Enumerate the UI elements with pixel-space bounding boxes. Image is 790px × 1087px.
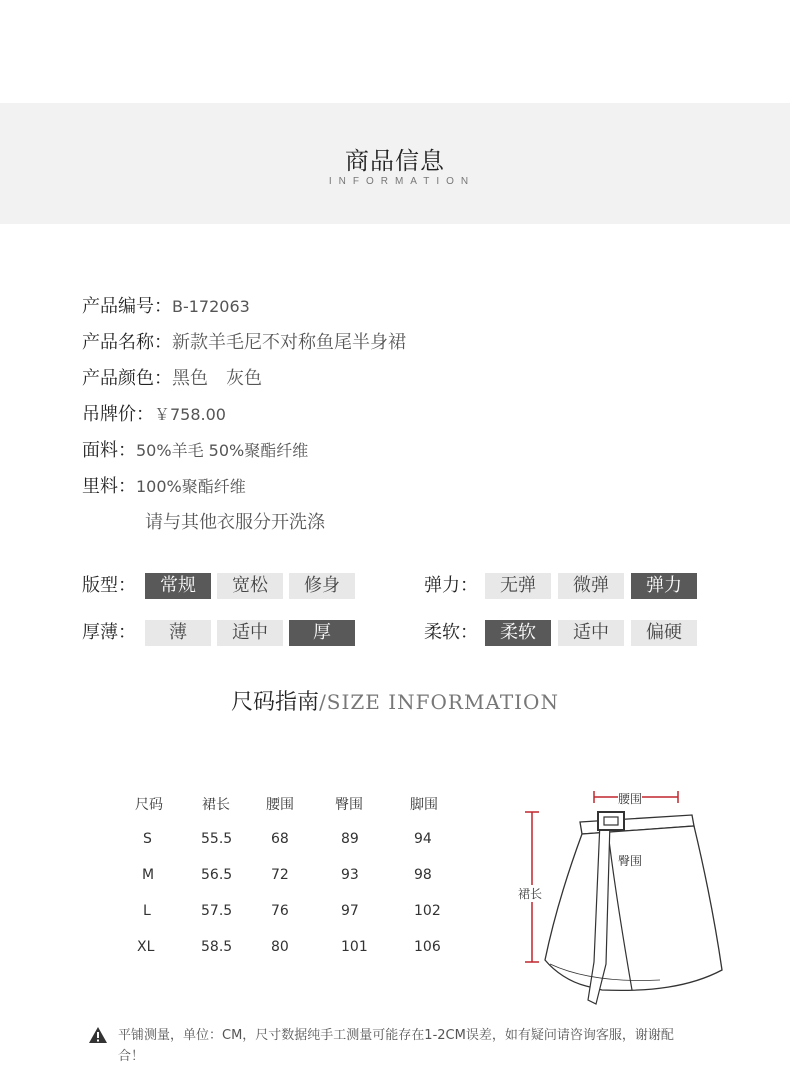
size-guide-title-en: /SIZE INFORMATION (319, 690, 559, 714)
softness-option-medium: 适中 (558, 620, 624, 646)
softness-option-stiff: 偏硬 (631, 620, 697, 646)
product-name-value: 新款羊毛尼不对称鱼尾半身裙 (172, 332, 406, 353)
section-subtitle: INFORMATION (328, 176, 476, 187)
size-cell: 102 (414, 903, 441, 919)
stretch-label: 弹力： (424, 575, 478, 596)
product-color-label: 产品颜色： (82, 368, 172, 389)
size-guide-title (0, 685, 790, 716)
size-cell: 56.5 (201, 867, 233, 883)
skirt-diagram (510, 782, 740, 1022)
size-cell: 58.5 (201, 939, 233, 955)
lining-label: 里料： (82, 476, 136, 497)
thickness-option-thick: 厚 (289, 620, 355, 646)
size-cell: 97 (341, 903, 359, 919)
product-info (82, 294, 406, 546)
size-cell: 80 (271, 939, 289, 955)
size-table-header: 尺码 (135, 797, 163, 813)
info-banner (0, 103, 790, 224)
length-label: 裙长 (518, 887, 543, 901)
price-value: ￥758.00 (154, 405, 226, 424)
softness-option-soft: 柔软 (485, 620, 551, 646)
wash-note-row (82, 510, 406, 546)
fit-option-loose: 宽松 (217, 573, 283, 599)
product-color-row (82, 366, 406, 402)
size-cell: XL (137, 939, 155, 955)
size-cell: 94 (414, 831, 432, 847)
size-cell: 57.5 (201, 903, 233, 919)
fabric-label: 面料： (82, 440, 136, 461)
size-cell: 101 (341, 939, 368, 955)
size-table-header: 腰围 (266, 797, 294, 813)
fabric-row (82, 438, 406, 474)
size-cell: S (143, 831, 152, 847)
size-cell: 98 (414, 867, 432, 883)
wash-note: 请与其他衣服分开洗涤 (145, 512, 325, 533)
size-cell: 72 (271, 867, 289, 883)
size-cell: 76 (271, 903, 289, 919)
size-guide-title-cn: 尺码指南 (231, 690, 320, 715)
fit-option-slim: 修身 (289, 573, 355, 599)
size-table-header: 臀围 (335, 797, 363, 813)
product-name-row (82, 330, 406, 366)
stretch-option-stretchy: 弹力 (631, 573, 697, 599)
size-cell: L (143, 903, 151, 919)
stretch-option-none: 无弹 (485, 573, 551, 599)
price-row (82, 402, 406, 438)
thickness-label: 厚薄： (82, 622, 136, 643)
hip-label: 臀围 (618, 854, 643, 868)
lining-value: 100%聚酯纤维 (136, 477, 246, 496)
fabric-value: 50%羊毛 50%聚酯纤维 (136, 441, 309, 460)
product-code-value: B-172063 (172, 297, 250, 316)
product-color-value: 黑色 灰色 (172, 368, 262, 389)
size-cell: 68 (271, 831, 289, 847)
stretch-option-slight: 微弹 (558, 573, 624, 599)
size-table-header: 脚围 (410, 797, 438, 813)
size-cell: 55.5 (201, 831, 233, 847)
product-code-label: 产品编号： (82, 296, 172, 317)
softness-label: 柔软： (424, 622, 478, 643)
fit-option-regular: 常规 (145, 573, 211, 599)
section-title: 商品信息 (345, 147, 445, 175)
size-table-header: 裙长 (202, 797, 230, 813)
lining-row (82, 474, 406, 510)
price-label: 吊牌价： (82, 404, 154, 425)
thickness-option-medium: 适中 (217, 620, 283, 646)
product-code-row (82, 294, 406, 330)
note-text: 平铺测量，单位：CM，尺寸数据纯手工测量可能存在1-2CM误差，如有疑问请咨询客服，谢谢配合！ (118, 1028, 674, 1064)
waist-label: 腰围 (618, 792, 643, 806)
fit-label: 版型： (82, 575, 136, 596)
size-cell: M (142, 867, 155, 883)
thickness-option-thin: 薄 (145, 620, 211, 646)
product-name-label: 产品名称： (82, 332, 172, 353)
size-cell: 93 (341, 867, 359, 883)
skirt-drawing (510, 782, 740, 1022)
size-cell: 89 (341, 831, 359, 847)
warning-icon (88, 1026, 108, 1051)
size-cell: 106 (414, 939, 441, 955)
